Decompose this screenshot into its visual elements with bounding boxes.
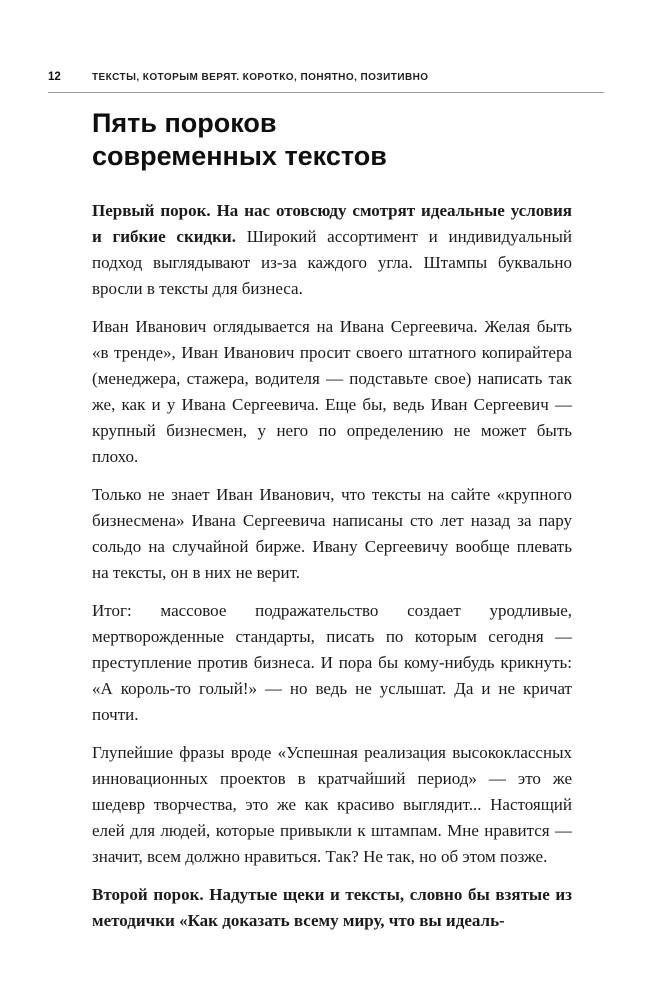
chapter-title <box>92 107 582 173</box>
paragraph-ivan-ivanovich: Иван Иванович оглядывается на Ивана Сергеевича. Желая быть «в тренде», Иван Иванович просит своего штатного копирайтера (менеджера, стажера, водителя — подставьте свое) написать так же, как и у Ивана Сергеевича. Еще бы, ведь Иван Сергеевич — крупный бизнесмен, у него по определению не может быть плохо. <box>92 317 572 466</box>
header-rule <box>48 92 604 93</box>
running-title: ТЕКСТЫ, КОТОРЫМ ВЕРЯТ. КОРОТКО, ПОНЯТНО, ПОЗИТИВНО <box>92 72 429 83</box>
page-number: 12 <box>48 71 61 83</box>
paragraph-first-vice-text: Широкий ассортимент и индивидуальный подход выглядывают из-за каждого угла. Штампы буквально вросли в тексты для бизнеса. <box>92 227 573 298</box>
chapter-title-line-2: современных текстов <box>92 141 387 171</box>
body-text <box>92 198 572 946</box>
paragraph-second-vice-lead: Второй порок. Надутые щеки и тексты, словно бы взятые из методички «Как доказать всему миру, что вы идеаль- <box>92 885 572 930</box>
chapter-title-line-1: Пять пороков <box>92 108 277 138</box>
running-header <box>48 71 604 83</box>
paragraph-site-texts: Только не знает Иван Иванович, что тексты на сайте «крупного бизнесмена» Ивана Сергеевича написаны сто лет назад за пару сольдо на случайной бирже. Ивану Сергеевичу вообще плевать на тексты, он в них не верит. <box>92 485 572 582</box>
paragraph-second-vice <box>92 882 572 934</box>
paragraph-glupeyshie-frazy: Глупейшие фразы вроде «Успешная реализация высококлассных инновационных проектов в кратчайший период» — это же шедевр творчества, это же как красиво выглядит... Настоящий елей для людей, которые привыкли к штампам. Мне нравится — значит, всем должно нравиться. Так? Не так, но об этом позже. <box>92 743 572 866</box>
paragraph-first-vice-lead: Первый порок. На нас отовсюду смотрят идеальные условия и гибкие скидки. <box>92 201 572 246</box>
paragraph-itog: Итог: массовое подражательство создает уродливые, мертворожденные стандарты, писать по которым сегодня — преступление против бизнеса. И пора бы кому-нибудь крикнуть: «А король-то голый!» — но ведь не услышат. Да и не кричат почти. <box>92 601 572 724</box>
paragraph-first-vice <box>92 198 572 302</box>
